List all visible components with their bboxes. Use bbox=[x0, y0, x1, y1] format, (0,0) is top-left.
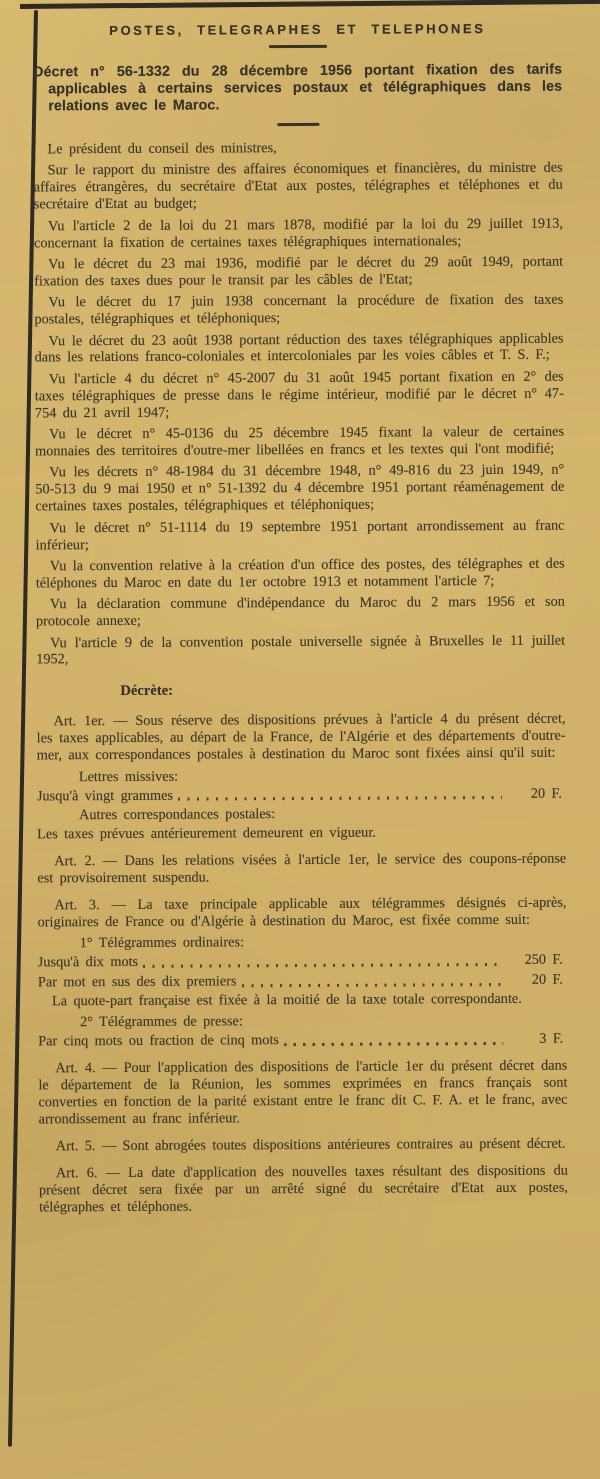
decree-title: Décret n° 56-1332 du 28 décembre 1956 portant fixation des tarifs applicables à certains services postaux et télégraphiques dans les relations avec le Maroc. bbox=[33, 61, 563, 115]
tariff-value: 20 F. bbox=[531, 971, 563, 988]
preamble-paragraph: Vu les décrets n° 48-1984 du 31 décembre 1948, n° 49-816 du 23 juin 1949, n° 50-513 du 9 mai 1950 et n° 51-1392 du 4 décembre 1951 portant réaménagement de certaines taxes postales, télégraphiques et téléphoniques; bbox=[35, 462, 565, 515]
article-paragraph: Art. 4. — Pour l'application des dispositions de l'article 1er du présent décret dans le département de la Réunion, les sommes exprimées en francs français sont converties en fonction de la parité existant entre le franc dit C. F. A. et le franc, avec arrondissement au franc inférieur. bbox=[38, 1057, 568, 1128]
tariff-subheading: Lettres missives: bbox=[78, 768, 179, 785]
dot-leader bbox=[242, 983, 503, 987]
body-paragraph: La quote-part française est fixée à la moitié de la taxe totale correspondante. bbox=[51, 990, 522, 1010]
body-paragraph: Les taxes prévues antérieurement demeurent en vigueur. bbox=[37, 824, 376, 843]
tariff-label: Jusqu'à vingt grammes bbox=[36, 787, 174, 804]
tariff-label: Jusqu'à dix mots bbox=[37, 954, 139, 971]
dot-leader bbox=[284, 1042, 503, 1046]
page-content bbox=[33, 21, 568, 1221]
tariff-label: Par cinq mots ou fraction de cinq mots bbox=[38, 1032, 280, 1050]
tariff-subheading: Autres correspondances postales: bbox=[78, 806, 276, 824]
tariff-row bbox=[38, 971, 567, 991]
preamble-paragraph: Vu le décret du 23 mai 1936, modifié par le décret du 29 août 1949, portant fixation des taxes dues pour le transit par les câbles de l'Etat; bbox=[34, 253, 564, 290]
preamble-paragraph: Le président du conseil des ministres, bbox=[47, 140, 277, 158]
preamble-paragraph: Vu la déclaration commune d'indépendance du Maroc du 2 mars 1956 et son protocole annexe; bbox=[35, 593, 565, 630]
tariff-value: 3 F. bbox=[539, 1031, 564, 1048]
article-paragraph: Art. 3. — La taxe principale applicable aux télégrammes désignés ci-après, originaires de France ou d'Algérie à destination du Maroc, est fixée comme suit: bbox=[37, 894, 567, 931]
tariff-row bbox=[38, 1031, 567, 1051]
preamble-paragraph: Sur le rapport du ministre des affaires économiques et financières, du ministre des affaires étrangères, du secrétaire d'Etat aux postes, télégraphes et téléphones et du secrétaire d'Etat au budget; bbox=[33, 160, 563, 213]
title-divider bbox=[277, 123, 319, 126]
preamble-paragraph: Vu le décret n° 51-1114 du 19 septembre 1951 portant arrondissement au franc inférieur; bbox=[35, 517, 565, 553]
tariff-value: 250 F. bbox=[524, 951, 563, 969]
preamble-paragraph: Vu le décret du 23 août 1938 portant réduction des taxes télégraphiques applicables dans les relations franco-coloniales et intercoloniales par les voies câbles et T. S. F.; bbox=[34, 330, 564, 366]
article-paragraph: Art. 2. — Dans les relations visées à l'article 1er, le service des coupons-réponse est provisoirement suspendu. bbox=[37, 850, 567, 887]
preamble-paragraph: Vu le décret du 17 juin 1938 concernant la procédure de fixation des taxes postales, télégraphiques et téléphoniques; bbox=[34, 291, 564, 328]
dot-leader bbox=[178, 796, 502, 801]
preamble bbox=[33, 139, 565, 669]
article-paragraph: Art. 5. — Sont abrogées toutes dispositions antérieures contraires au présent décret. bbox=[55, 1135, 566, 1155]
enacting-word: Décrète: bbox=[120, 683, 174, 700]
doc-body bbox=[36, 711, 568, 1216]
tariff-subheading: 2° Télégrammes de presse: bbox=[80, 1013, 243, 1031]
top-border-rule bbox=[20, 0, 600, 8]
section-kicker: POSTES, TELEGRAPHES ET TELEPHONES bbox=[109, 21, 486, 38]
tariff-row bbox=[38, 952, 567, 972]
preamble-paragraph: Vu le décret n° 45-0136 du 25 décembre 1945 fixant la valeur de certaines monnaies des territoires d'outre-mer libellées en francs et les textes qui l'ont modifié; bbox=[35, 423, 565, 460]
preamble-paragraph: Vu l'article 2 de la loi du 21 mars 1878, modifié par la loi du 29 juillet 1913, concernant la fixation de certaines taxes télégraphiques internationales; bbox=[33, 215, 563, 251]
preamble-paragraph: Vu l'article 4 du décret n° 45-2007 du 31 août 1945 portant fixation en 2° des taxes télégraphiques de presse dans le régime intérieur, modifié par le décret n° 47-754 du 21 avril 1947; bbox=[34, 368, 564, 422]
article-paragraph: Art. 6. — La date d'application des nouvelles taxes résultant des dispositions du présent décret sera fixée par un arrêté signé du secrétaire d'Etat aux postes, télégraphes et téléphones. bbox=[38, 1162, 569, 1216]
preamble-paragraph: Vu l'article 9 de la convention postale universelle signée à Bruxelles le 11 juillet 1952, bbox=[36, 632, 566, 668]
tariff-subheading: 1° Télégrammes ordinaires: bbox=[79, 934, 245, 952]
tariff-label: Par mot en sus des dix premiers bbox=[37, 972, 237, 991]
kicker-divider bbox=[268, 45, 326, 48]
dot-leader bbox=[143, 963, 503, 968]
tariff-row bbox=[37, 785, 566, 805]
article-paragraph: Art. 1er. — Sous réserve des dispositions prévues à l'article 4 du présent décret, les taxes applicables, au départ de la France, de l'Algérie et des départements d'outre-mer, aux correspondances postales à destination du Maroc sont fixées ainsi qu'il suit: bbox=[36, 710, 566, 764]
preamble-paragraph: Vu la convention relative à la création d'un office des postes, des télégraphes et des téléphones du Maroc en date du 1er octobre 1913 et notamment l'article 7; bbox=[35, 555, 565, 592]
tariff-value: 20 F. bbox=[530, 785, 562, 802]
